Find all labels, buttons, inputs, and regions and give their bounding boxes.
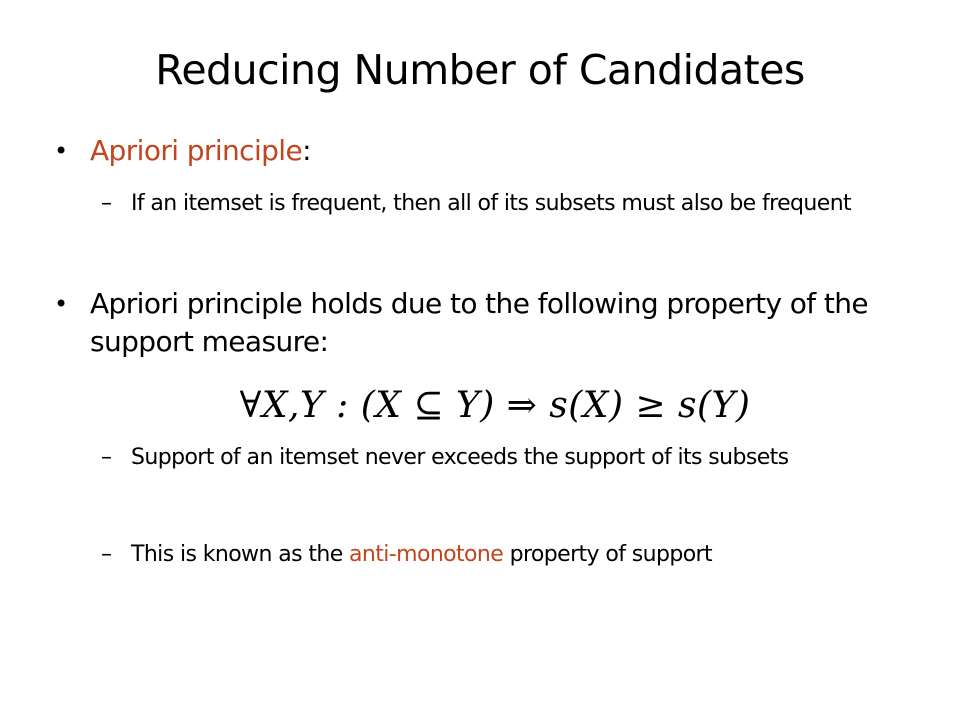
text-after-term: property of support — [503, 542, 713, 567]
anti-monotone-formula: ∀X,Y : (X ⊆ Y) ⇒ s(X) ≥ s(Y) — [239, 385, 751, 426]
apriori-principle-term: Apriori principle — [90, 134, 303, 167]
anti-monotone-term: anti-monotone — [349, 542, 504, 567]
slide-title: Reducing Number of Candidates — [155, 46, 805, 94]
dash-marker: – — [101, 191, 112, 216]
sub-bullet-text: If an itemset is frequent, then all of its subsets must also be frequent — [131, 191, 852, 216]
dash-marker: – — [101, 542, 112, 567]
bullet-text: Apriori principle holds due to the following property of the support measure: — [90, 287, 869, 358]
sub-bullet-support-never-exceeds — [101, 442, 931, 473]
bullet-support-property — [54, 285, 934, 361]
dash-marker: – — [101, 445, 112, 470]
bullet-colon: : — [302, 134, 311, 167]
sub-bullet-frequent-subsets — [101, 188, 931, 219]
sub-bullet-anti-monotone — [101, 539, 931, 570]
bullet-marker: • — [54, 290, 68, 318]
text-before-term: This is known as the — [131, 542, 350, 567]
sub-bullet-text: Support of an itemset never exceeds the support of its subsets — [131, 445, 789, 470]
bullet-apriori-principle — [54, 132, 934, 170]
bullet-marker: • — [54, 137, 68, 165]
bullet-text — [90, 132, 934, 170]
sub-bullet-text — [131, 539, 931, 570]
